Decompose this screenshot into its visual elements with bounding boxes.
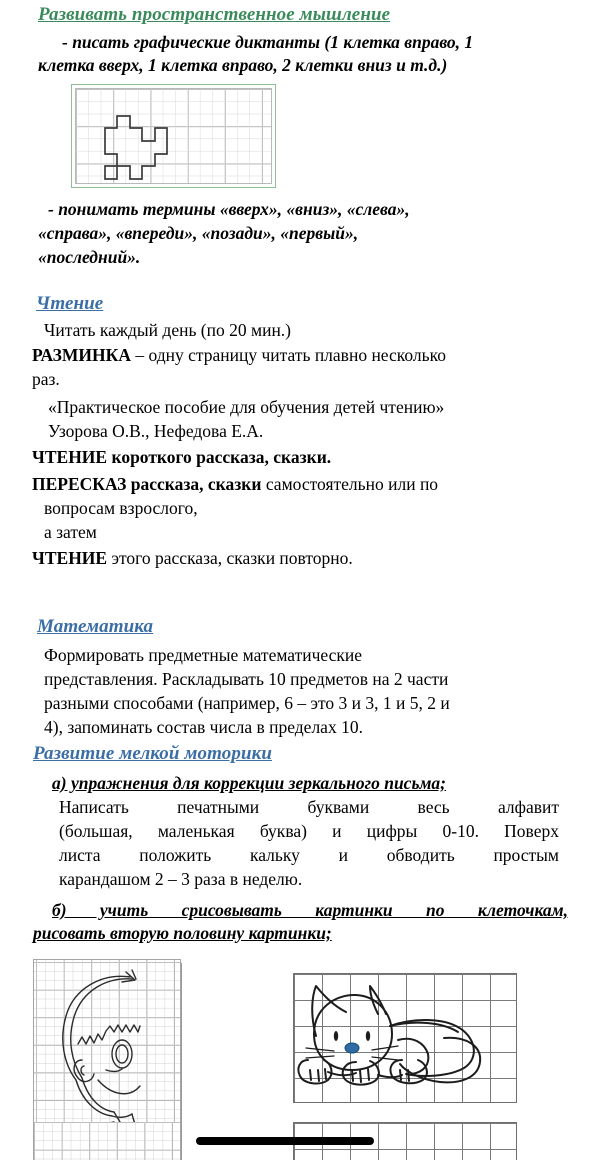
reading-line-1: Читать каждый день (по 20 мин.) (44, 320, 292, 340)
heading-spatial-thinking: Развивать пространственное мышление (38, 4, 391, 25)
figure-cat-drawing (293, 973, 517, 1103)
motor-item-b-line-1: б) учить срисовывать картинки по клеточкам, (52, 900, 568, 920)
heading-fine-motor: Развитие мелкой моторики (33, 743, 273, 764)
spatial-bullet-1-line-2: клетка вверх, 1 клетка вправо, 2 клетки вниз и т.д.) (38, 55, 448, 75)
motor-item-a-line-1: Написать печатными буквами весь алфавит (59, 797, 559, 817)
motor-item-b-line-2: рисовать вторую половину картинки; (33, 923, 332, 943)
reading-warmup-label: РАЗМИНКА (32, 345, 131, 365)
reading-line-3: раз. (32, 369, 60, 389)
dictation-shape (76, 89, 275, 187)
reading-chtenie-text-2: этого рассказа, сказки повторно. (107, 548, 353, 568)
dictation-grid (75, 88, 272, 184)
reading-chtenie-text-1: короткого рассказа, сказки. (107, 447, 332, 467)
cat-nose-icon (345, 1043, 359, 1053)
spatial-bullet-1-line-1: - писать графические диктанты (1 клетка вправо, 1 (62, 32, 474, 52)
math-line-1: Формировать предметные математические (44, 645, 363, 665)
motor-item-a-line-2: (большая, маленькая буква) и цифры 0-10. Поверх (59, 821, 559, 841)
cat-drawing (294, 974, 516, 1102)
reading-line-2 (32, 344, 577, 368)
graphic-dictation-figure (71, 84, 276, 188)
heading-reading: Чтение (36, 293, 104, 314)
reading-pereskaz-text: самостоятельно или по (261, 474, 439, 494)
reading-pereskaz-label: ПЕРЕСКАЗ рассказа, сказки (32, 474, 262, 494)
reading-chtenie-label-2: ЧТЕНИЕ (32, 548, 108, 568)
reading-line-6 (32, 446, 331, 470)
motor-item-a-line-3: листа положить кальку и обводить простым (59, 845, 559, 865)
spatial-bullet-2-line-3: «последний». (38, 247, 141, 267)
math-line-4: 4), запоминать состав числа в пределах 10. (44, 717, 363, 737)
motor-item-a-title: а) упражнения для коррекции зеркального письма; (52, 773, 447, 793)
reading-book-authors: Узорова О.В., Нефедова Е.А. (48, 421, 264, 441)
reading-book-title: «Практическое пособие для обучения детей чтению» (48, 397, 445, 417)
reading-line-10 (32, 547, 353, 571)
math-line-3: разными способами (например, 6 – это 3 и 3, 1 и 5, 2 и (44, 693, 450, 713)
math-line-2: представления. Раскладывать 10 предметов на 2 части (44, 669, 449, 689)
heading-math: Математика (37, 616, 154, 637)
figure-boy-continuation (33, 1122, 181, 1160)
drawn-black-line (196, 1137, 374, 1145)
spatial-bullet-2-line-2: «справа», «впереди», «позади», «первый», (38, 223, 359, 243)
motor-item-a-line-4: карандашом 2 – 3 раза в неделю. (59, 869, 303, 889)
reading-line-8: вопросам взрослого, (44, 498, 198, 518)
reading-line-9: а затем (44, 522, 97, 542)
spatial-bullet-2-line-1: - понимать термины «вверх», «вниз», «слева», (48, 199, 410, 219)
reading-line-7 (32, 473, 577, 497)
reading-warmup-text: – одну страницу читать плавно несколько (130, 345, 446, 365)
reading-chtenie-label-1: ЧТЕНИЕ (32, 447, 108, 467)
